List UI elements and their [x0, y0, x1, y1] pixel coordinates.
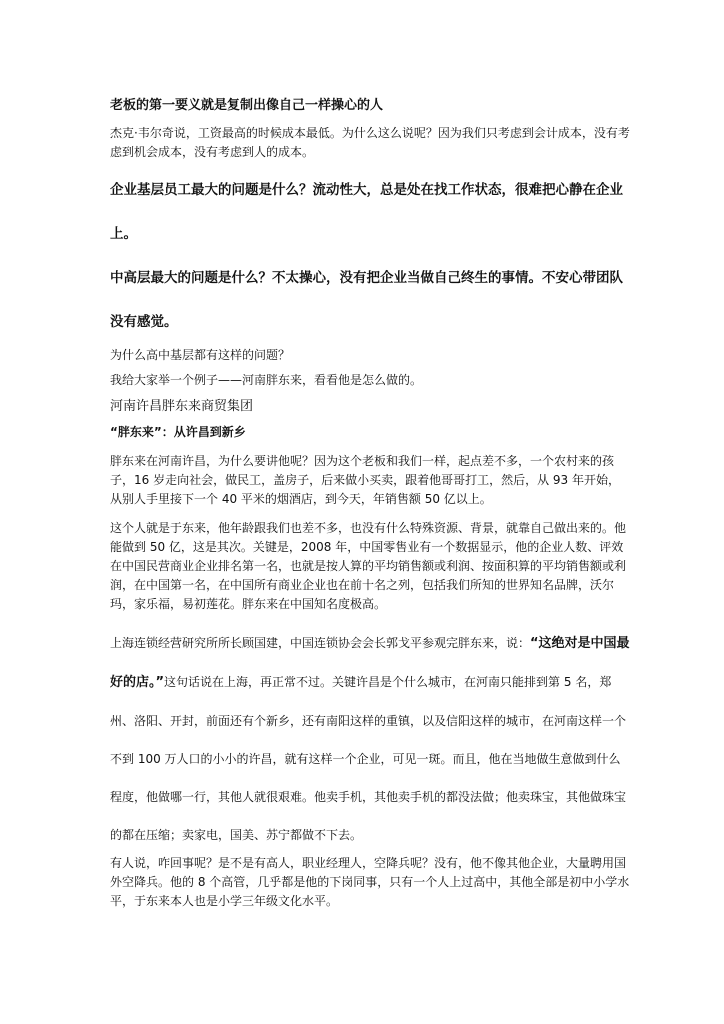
- intro-paragraph: 杰克·韦尔奇说，工资最高的时候成本最低。为什么这么说呢？因为我们只考虑到会计成本，没有考虑到机会成本，没有考虑到人的成本。: [110, 126, 630, 159]
- sub-heading: “胖东来”：从许昌到新乡: [110, 425, 246, 439]
- heading-manager-problem: 中高层最大的问题是什么？不太操心，没有把企业当做自己终生的事情。不安心带团队没有感觉。: [110, 270, 623, 330]
- example-intro-paragraph: 我给大家举一个例子——河南胖东来，看看他是怎么做的。: [110, 373, 423, 387]
- paragraph-quote: [110, 624, 630, 854]
- question-paragraph: 为什么高中基层都有这样的问题？: [110, 348, 291, 362]
- paragraph-management: 有人说，咋回事呢？是不是有高人，职业经理人，空降兵呢？没有，他不像其他企业，大量聘用国外空降兵。他的 8 个高管，几乎都是他的下岗同事，只有一个人上过高中，其他全部是初中小学水平，于东来本人也是小学三年级文化水平。: [110, 856, 630, 908]
- quote-lead-text: 上海连锁经营研究所所长顾国建，中国连锁协会会长郭戈平参观完胖东来，说：: [110, 636, 531, 650]
- company-heading: 河南许昌胖东来商贸集团: [110, 399, 254, 414]
- quote-text: “这绝对是中国最好的店。”: [110, 636, 630, 690]
- document-page: [110, 96, 630, 917]
- heading-staff-problem: 企业基层员工最大的问题是什么？流动性大，总是处在找工作状态，很难把心静在企业上。: [110, 182, 623, 242]
- paragraph-background: 胖东来在河南许昌，为什么要讲他呢？因为这个老板和我们一样，起点差不多，一个农村来的孩子，16 岁走向社会，做民工，盖房子，后来做小买卖，跟着他哥哥打工，然后，从 93 年开始，从别人手里接下一个 40 平米的烟酒店，到今天，年销售额 50 亿以上。: [110, 454, 620, 506]
- document-title: 老板的第一要义就是复制出像自己一样操心的人: [110, 98, 384, 113]
- paragraph-ranking: 这个人就是于东来，他年龄跟我们也差不多，也没有什么特殊资源、背景，就靠自己做出来的。他能做到 50 亿，这是其次。关键是，2008 年，中国零售业有一个数据显示，他的企业人数、评效在中国民营商业企业排名第一名，也就是按人算的平均销售额或利润、按面积算的平均销售额或利润，在中国第一名，在中国所有商业企业也在前十名之列，包括我们所知的世界知名品牌，沃尔玛，家乐福，易初莲花。胖东来在中国知名度极高。: [110, 521, 627, 611]
- quote-followup-text: 这句话说在上海，再正常不过。关键许昌是个什么城市，在河南只能排到第 5 名，郑州、洛阳、开封，前面还有个新乡，还有南阳这样的重镇，以及信阳这样的城市，在河南这样一个不到 100 万人口的小小的许昌，就有这样一个企业，可见一斑。而且，他在当地做生意做到什么程度，他做哪一行，其他人就很艰难。他卖手机，其他卖手机的都没法做；他卖珠宝，其他做珠宝的都在压缩；卖家电，国美、苏宁都做不下去。: [110, 675, 627, 842]
